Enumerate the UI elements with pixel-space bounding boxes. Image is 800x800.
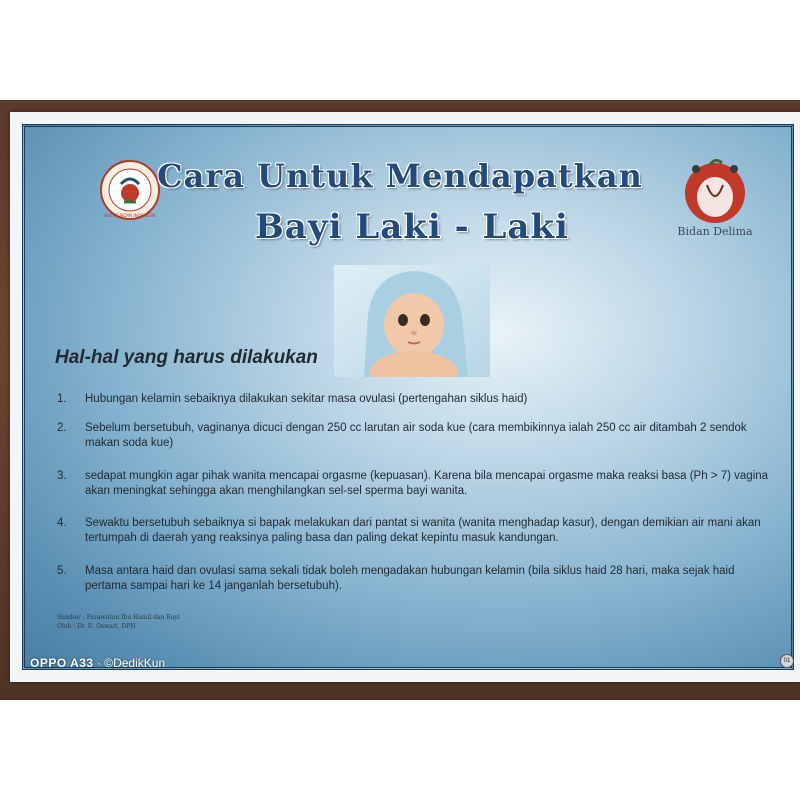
source-credit (57, 613, 180, 631)
watermark-separator: · (93, 656, 105, 670)
item-text: Masa antara haid dan ovulasi sama sekali tidak boleh mengadakan hubungan kelamin (bila siklus haid 28 hari, maka sejak haid pertama sampai hari ke 14 janganlah bersetubuh). (85, 565, 735, 592)
item-text: Hubungan kelamin sebaiknya dilakukan sekitar masa ovulasi (pertengahan siklus haid) (85, 393, 528, 405)
source-line-2: Oleh : Dr. E. Oswari, DPH (57, 623, 136, 630)
item-text: Sewaktu bersetubuh sebaiknya si bapak melakukan dari pantat si wanita (wanita menghadap kasur), dengan demikian air mani akan tertumpah di daerah yang reaksinya paling basa dan paling dekat kepintu masuk kandungan. (85, 517, 761, 544)
watermark-device: OPPO A33 (30, 656, 94, 670)
right-logo-caption: Bidan Delima (677, 225, 753, 238)
item-number: 2. (57, 422, 67, 434)
section-subtitle: Hal-hal yang harus dilakukan (55, 347, 318, 368)
page-number-badge: 01 (780, 654, 794, 668)
item-number: 5. (57, 565, 67, 577)
item-number: 1. (57, 393, 67, 405)
watermark-author: ©DedikKun (104, 656, 166, 670)
camera-watermark (30, 656, 165, 670)
baby-photo (334, 265, 490, 377)
poster-title-line2: Bayi Laki - Laki (255, 207, 569, 247)
item-number: 3. (57, 470, 67, 482)
item-text: Sebelum bersetubuh, vaginanya dicuci dengan 250 cc larutan air soda kue (cara membikinnya ialah 250 cc air ditambah 2 sendok makan soda kue) (85, 422, 747, 449)
item-text: sedapat mungkin agar pihak wanita mencapai orgasme (kepuasan). Karena bila mencapai orgasme maka reaksi basa (Ph > 7) vagina akan meningkat sehingga akan menghilangkan sel-sel sperma bayi wanita. (85, 470, 769, 497)
item-number: 4. (57, 517, 67, 529)
source-line-1: Sumber : Perawatan Ibu Hamil dan Bayi (57, 614, 180, 621)
poster-title-line1: Cara Untuk Mendapatkan (157, 157, 643, 195)
left-logo-caption: IKATAN BIDAN INDONESIA (104, 213, 156, 218)
